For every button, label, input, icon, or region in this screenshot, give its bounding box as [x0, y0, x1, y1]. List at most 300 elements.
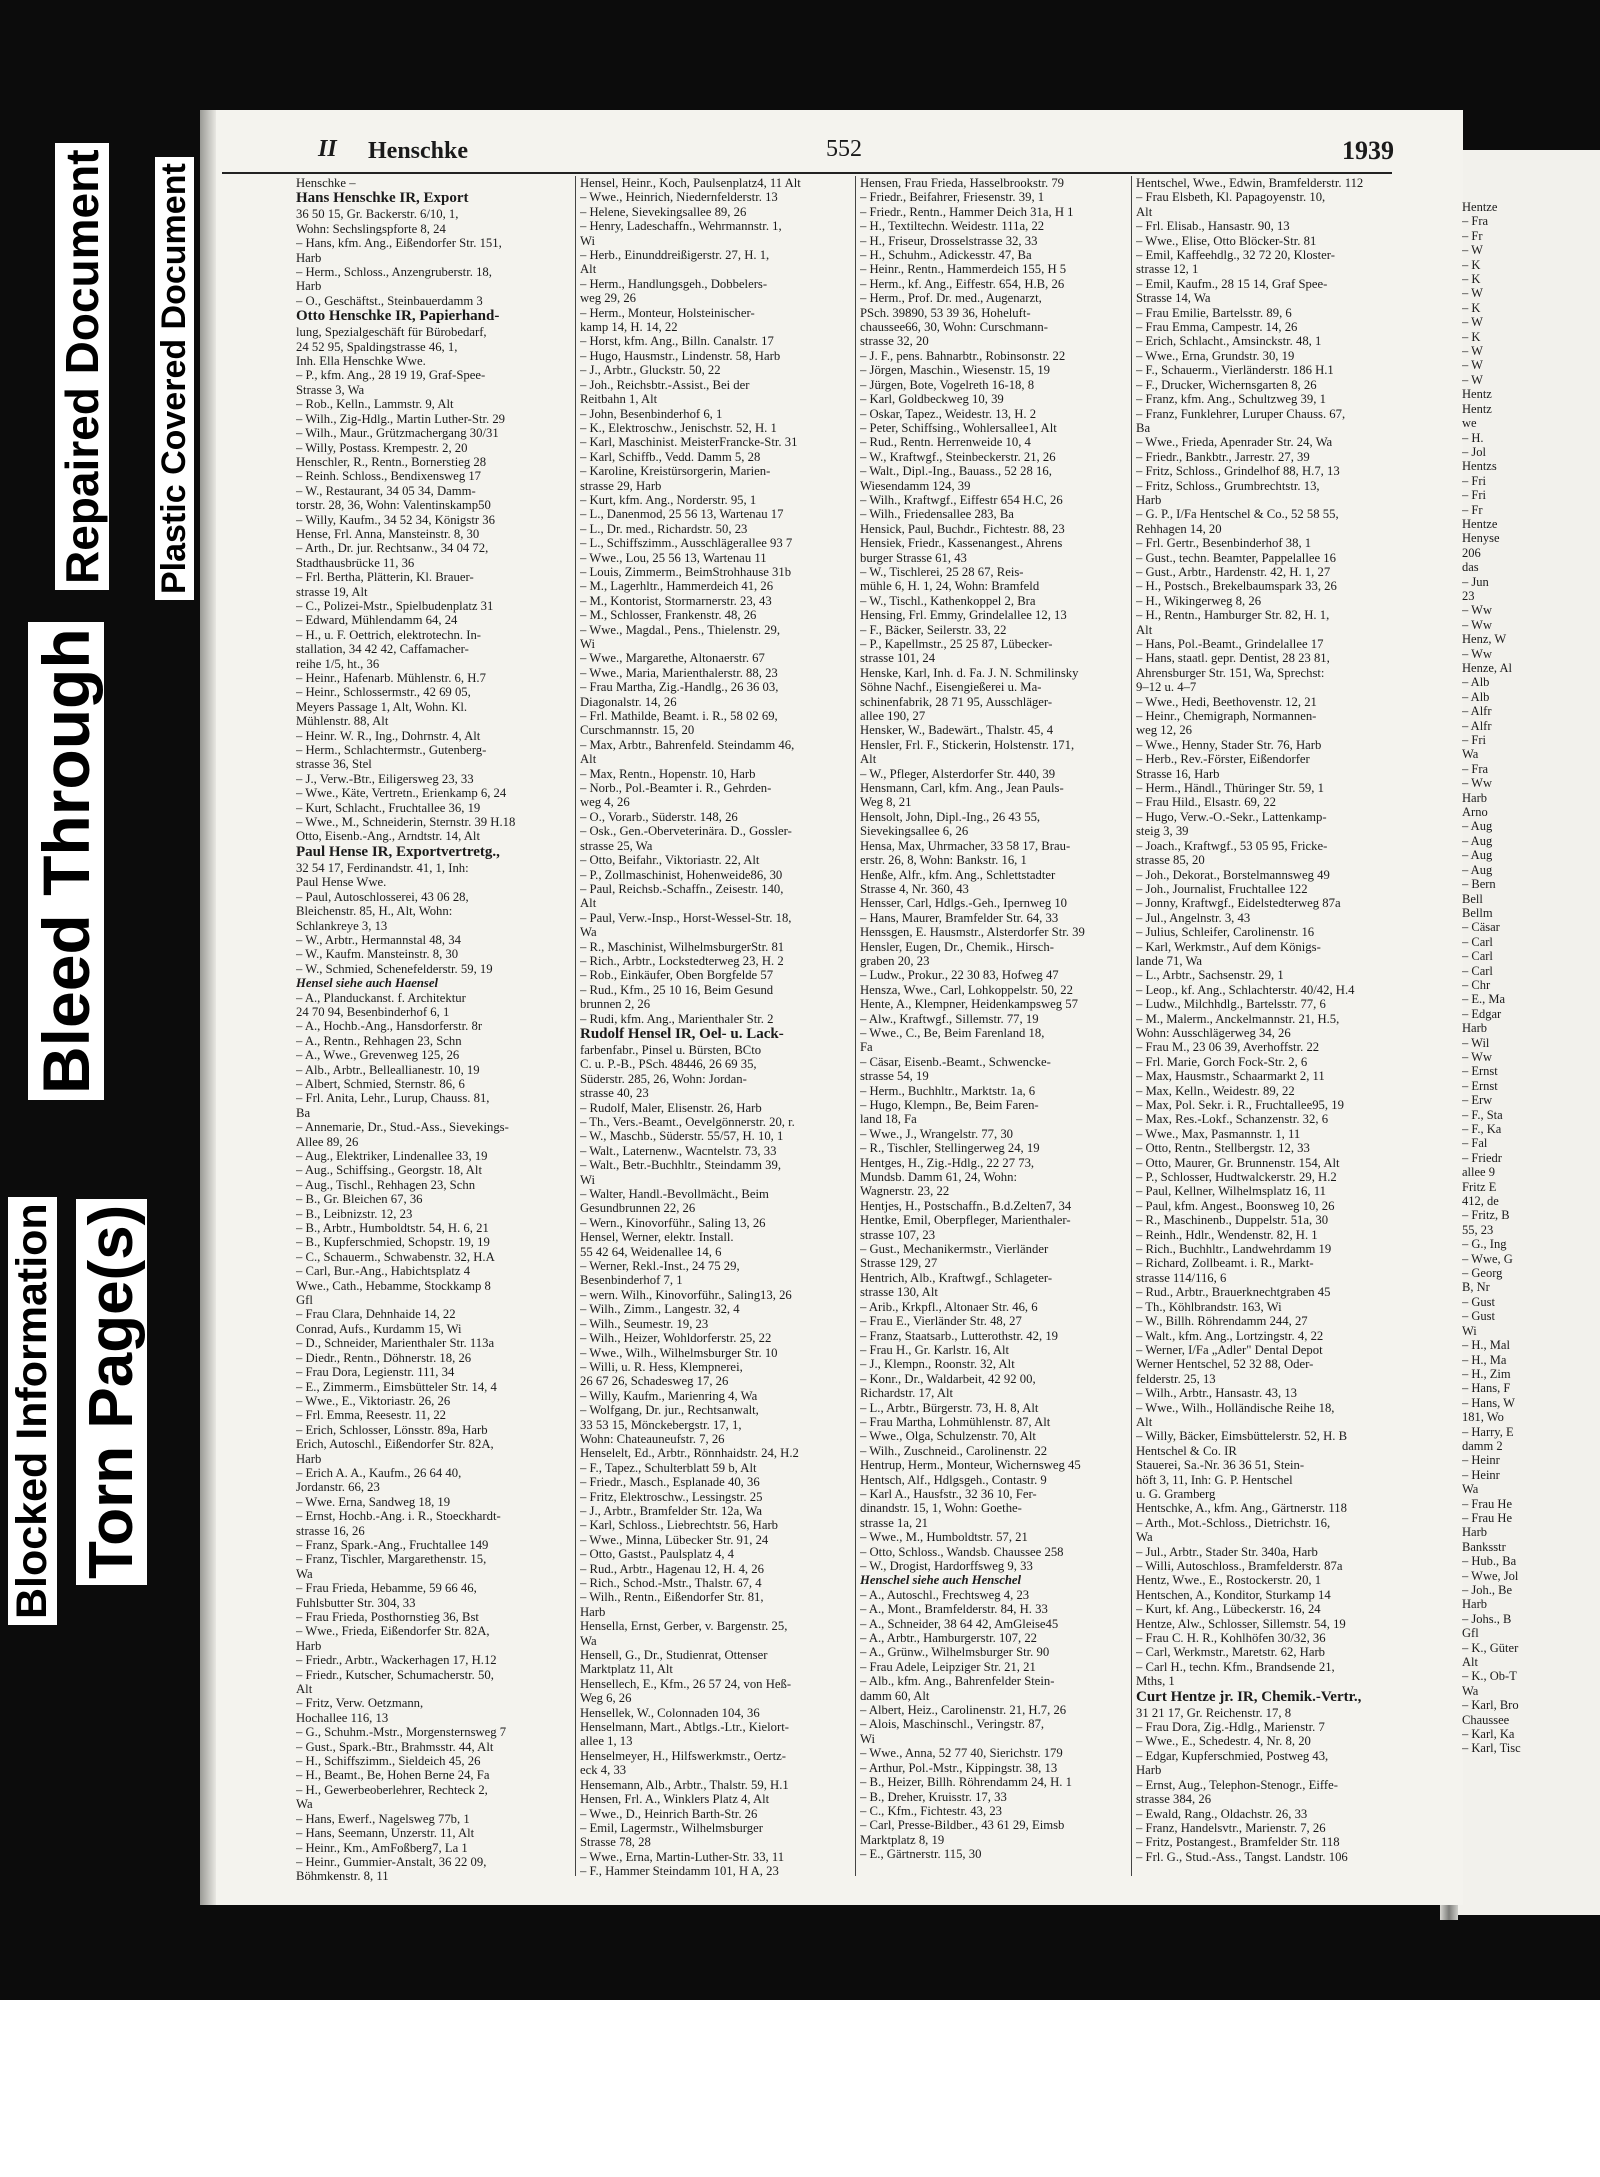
directory-entry-line: – Frl. G., Stud.-Ass., Tangst. Landstr. 106 [1136, 1849, 1348, 1864]
directory-entry-line: – Kurt, Schlacht., Fruchtallee 36, 19 [296, 800, 481, 815]
directory-entry-line: – Otto, Rentn., Stellbergstr. 12, 33 [1136, 1141, 1310, 1156]
directory-entry-line: – O., Geschäftst., Steinbauerdamm 3 [296, 293, 483, 308]
directory-entry-line: Henße, Alfr., kfm. Ang., Schlettstadter [860, 867, 1056, 882]
directory-entry-line: – Wwe., Heinrich, Niedernfelderstr. 13 [580, 190, 778, 205]
facing-page-fragment: we [1462, 416, 1477, 431]
directory-entry-line: Hensen, Frau Frieda, Hasselbrookstr. 79 [860, 176, 1065, 190]
directory-entry-line: – Wwe., Erna, Grundstr. 30, 19 [1136, 348, 1295, 363]
directory-entry-line: Mühlenstr. 88, Alt [296, 714, 389, 729]
directory-entry-line: Hentschel, Wwe., Edwin, Bramfelderstr. 112 [1136, 176, 1364, 190]
directory-entry-line: – W., Schmied, Schenefelderstr. 59, 19 [296, 961, 493, 976]
directory-entry-line: Alt [860, 752, 877, 767]
directory-entry-line: 24 70 94, Besenbinderhof 6, 1 [296, 1004, 450, 1019]
directory-entry-line: – Emil, Kaffeehdlg., 32 72 20, Kloster- [1136, 248, 1335, 263]
directory-entry-line: – Wwe., Anna, 52 77 40, Sierichstr. 179 [860, 1746, 1063, 1761]
directory-entry-line: Allee 89, 26 [296, 1134, 359, 1149]
directory-entry-line: land 18, Fa [860, 1112, 917, 1127]
facing-page-fragment: – Carl [1462, 934, 1493, 949]
directory-entry-line: – Osk., Gen.-Oberveterinära. D., Gossler- [580, 824, 792, 839]
directory-entry-line: – Max, Arbtr., Bahrenfeld. Steindamm 46, [580, 737, 795, 752]
directory-entry-line: Fuhlsbutter Str. 304, 33 [296, 1595, 416, 1610]
facing-page-fragment: – Ernst [1462, 1064, 1498, 1079]
directory-entry-line: – W., Maschb., Süderstr. 55/57, H. 10, 1 [580, 1129, 784, 1144]
facing-page-fragment: Hentzs [1462, 459, 1497, 474]
directory-entry-line: – Rich., Schod.-Mstr., Thalstr. 67, 4 [580, 1576, 762, 1590]
directory-entry-line: – Karl, Schiffb., Vedd. Damm 5, 28 [580, 449, 761, 464]
directory-entry-line: – Frau Frieda, Posthornstieg 36, Bst [296, 1610, 479, 1624]
directory-entry-line: – Alw., Kraftwgf., Sillemstr. 77, 19 [860, 1011, 1039, 1026]
directory-entry-line: – Karl, Maschinist. MeisterFrancke-Str. 31 [580, 435, 798, 450]
directory-entry-line: – C., Schauerm., Schwabenstr. 32, H.A [296, 1249, 495, 1264]
directory-entry-line: – Fritz, Verw. Oetzmann, [296, 1696, 424, 1711]
directory-entry-line: – Albert, Schmied, Sternstr. 86, 6 [296, 1076, 465, 1091]
directory-entry-line: Schlankreye 3, 13 [296, 918, 388, 933]
directory-entry-line: – Alois, Maschinschl., Veringstr. 87, [860, 1717, 1045, 1732]
directory-entry-line: – Friedr., Bankbtr., Jarrestr. 27, 39 [1136, 449, 1310, 464]
directory-entry-line: PSch. 39890, 53 39 36, Hoheluft- [860, 305, 1031, 320]
directory-entry-line: – R., Maschinist, WilhelmsburgerStr. 81 [580, 939, 785, 954]
directory-entry-line: Alt [1136, 204, 1153, 219]
facing-page-fragment: – Fritz, B [1462, 1208, 1510, 1223]
directory-entry-line: – Franz, Spark.-Ang., Fruchtallee 149 [296, 1537, 489, 1552]
facing-page-fragment: allee 9 [1462, 1165, 1495, 1180]
directory-entry-line: – Reinh. Schloss., Bendixensweg 17 [296, 469, 482, 484]
directory-entry-line: strasse 29, Harb [580, 478, 662, 493]
directory-entry-line: – Wern., Kinovorführ., Saling 13, 26 [580, 1215, 766, 1230]
directory-entry-line: – Hans, kfm. Ang., Eißendorfer Str. 151, [296, 236, 502, 251]
label-blocked-information: Blocked Information [8, 1197, 57, 1625]
directory-entry-line: – Hugo, Verw.-O.-Sekr., Lattenkamp- [1136, 809, 1327, 824]
directory-entry-line: Ba [1136, 420, 1151, 435]
directory-entry-line: Wwe., Cath., Hebamme, Stockkamp 8 [296, 1278, 491, 1293]
directory-entry-line: – Arib., Krkpfl., Altonaer Str. 46, 6 [860, 1299, 1038, 1314]
directory-entry-line: – Karl, Goldbeckweg 10, 39 [860, 392, 1004, 407]
directory-entry-line: – F., Tapez., Schulterblatt 59 b, Alt [580, 1460, 757, 1475]
facing-page-fragment: – Fal [1462, 1136, 1488, 1151]
directory-entry-line: – Heinr., Rentn., Hammerdeich 155, H 5 [860, 262, 1067, 277]
directory-entry-line: Gesundbrunnen 22, 26 [580, 1201, 696, 1216]
directory-entry-line: – Hugo, Hausmstr., Lindenstr. 58, Harb [580, 348, 781, 363]
directory-entry-line: – F., Drucker, Wichernsgarten 8, 26 [1136, 377, 1317, 392]
directory-entry-line: Strasse 4, Nr. 360, 43 [860, 881, 969, 896]
directory-entry-line: – Heinr., Schlossermstr., 42 69 05, [296, 685, 471, 700]
directory-entry-line: – Hugo, Klempn., Be, Beim Faren- [860, 1098, 1039, 1112]
directory-entry-line: – Friedr., Rentn., Hammer Deich 31a, H 1 [860, 204, 1074, 219]
facing-page-fragment: – Carl [1462, 963, 1493, 978]
directory-entry-line: – Herm., kf. Ang., Eiffestr. 654, H.B, 26 [860, 276, 1065, 291]
directory-entry-line: – Rud., Kfm., 25 10 16, Beim Gesund [580, 982, 774, 997]
directory-entry-line: – Otto, Schloss., Wandsb. Chaussee 258 [860, 1544, 1064, 1559]
directory-entry-line: – Werner, I/Fa „Adler" Dental Depot [1136, 1342, 1323, 1357]
directory-entry-line: – Gust., Mechanikermstr., Vierländer [860, 1242, 1049, 1257]
directory-entry-line: 33 53 15, Mönckebergstr. 17, 1, [580, 1417, 742, 1432]
column-divider [855, 176, 856, 1876]
directory-entry-line: – L., Dr. med., Richardstr. 50, 23 [580, 521, 748, 536]
directory-entry-line: stallation, 34 42 42, Caffamacher- [296, 642, 469, 657]
directory-entry-line: – Werner, Rekl.-Inst., 24 75 29, [580, 1259, 740, 1274]
directory-entry-line: weg 4, 26 [580, 795, 630, 810]
directory-entry-line: – Herm., Prof. Dr. med., Augenarzt, [860, 291, 1042, 306]
directory-entry-line: – Wwe., E., Schedestr. 4, Nr. 8, 20 [1136, 1734, 1311, 1749]
directory-entry-line: – Fritz, Postangest., Bramfelder Str. 118 [1136, 1835, 1340, 1850]
facing-page-fragment: – Karl, Bro [1462, 1698, 1519, 1713]
facing-page-fragment: – Hub., Ba [1462, 1554, 1517, 1569]
directory-entry-line: – Arth., Mot.-Schloss., Dietrichstr. 16, [1136, 1515, 1331, 1530]
directory-entry-line: Hochallee 116, 13 [296, 1710, 389, 1725]
directory-entry-line: – Frau Hild., Elsastr. 69, 22 [1136, 795, 1276, 810]
directory-entry-line: Wohn: Ausschlägerweg 34, 26 [1136, 1025, 1291, 1040]
directory-entry-line: Fa [860, 1040, 873, 1055]
directory-entry-line: – Emil, Lagermstr., Wilhelmsburger [580, 1820, 763, 1835]
directory-entry-line: – H., Gewerbeoberlehrer, Rechteck 2, [296, 1782, 488, 1797]
directory-entry-line: – Wilh., Arbtr., Hansastr. 43, 13 [1136, 1386, 1298, 1401]
directory-entry-line: – W., Arbtr., Hermannstal 48, 34 [296, 932, 461, 947]
facing-page-fragment: Arno [1462, 805, 1488, 820]
directory-entry-line: – Frau Dora, Legienstr. 111, 34 [296, 1365, 455, 1380]
directory-entry-line: Hensellek, W., Colonnaden 104, 36 [580, 1705, 760, 1720]
directory-entry-line: Weg 6, 26 [580, 1691, 632, 1706]
directory-entry-line: – Frau Clara, Dehnhaide 14, 22 [296, 1307, 456, 1322]
facing-page-fragment: – Karl, Tisc [1462, 1741, 1521, 1756]
directory-entry-line: graben 20, 23 [860, 953, 930, 968]
directory-entry-line: – Alb., kfm. Ang., Bahrenfelder Stein- [860, 1674, 1055, 1689]
directory-entry-line: strasse 32, 20 [860, 334, 929, 349]
directory-column-3 [860, 176, 1132, 1886]
directory-entry-line: Hensler, Eugen, Dr., Chemik., Hirsch- [860, 939, 1054, 954]
directory-entry-line: – Diedr., Rentn., Döhnerstr. 18, 26 [296, 1350, 472, 1365]
directory-entry-line: strasse 101, 24 [860, 651, 936, 666]
facing-page-fragment: 206 [1462, 545, 1481, 560]
directory-entry-line: – Ernst, Aug., Telephon-Stenogr., Eiffe- [1136, 1777, 1338, 1792]
directory-entry-line: Hentrich, Alb., Kraftwgf., Schlageter- [860, 1270, 1053, 1285]
facing-page-fragment: – Aug [1462, 862, 1493, 877]
directory-entry-line: Hentschke, A., kfm. Ang., Gärtnerstr. 118 [1136, 1501, 1347, 1516]
facing-page-fragment: Wa [1462, 1482, 1479, 1497]
directory-entry-line: – Frau Emilie, Bartelsstr. 89, 6 [1136, 305, 1292, 320]
directory-entry-line: Hensing, Frl. Emmy, Grindelallee 12, 13 [860, 608, 1067, 623]
directory-entry-line: Harb [296, 1638, 322, 1653]
facing-page-fragment: – Friedr [1462, 1150, 1502, 1165]
directory-entry-line: Jordanstr. 66, 23 [296, 1480, 380, 1495]
directory-entry-line: Wagnerstr. 23, 22 [860, 1184, 950, 1199]
directory-entry-line: brunnen 2, 26 [580, 997, 651, 1012]
directory-entry-line: – Julius, Schleifer, Carolinenstr. 16 [1136, 925, 1315, 940]
facing-page-fragment: Banksstr [1462, 1539, 1506, 1554]
directory-entry-line: Wi [580, 637, 595, 651]
facing-page-fragment: Bell [1462, 891, 1483, 906]
directory-entry-line: – Wilh., Zig-Hdlg., Martin Luther-Str. 29 [296, 411, 506, 426]
directory-entry-line: – Hans, Ewerf., Nagelsweg 77b, 1 [296, 1811, 470, 1826]
facing-page-fragment: – Edgar [1462, 1006, 1502, 1021]
directory-entry-line: 26 67 26, Schadesweg 17, 26 [580, 1374, 729, 1389]
directory-entry-line: lande 71, Wa [1136, 953, 1203, 968]
bottom-margin [0, 2000, 1600, 2177]
facing-page-fragment: – Bern [1462, 877, 1496, 892]
facing-page-fragment: Henyse [1462, 531, 1500, 546]
directory-entry-line: – Wilh., Rentn., Eißendorfer Str. 81, [580, 1590, 764, 1605]
directory-entry-line: – Frau Martha, Zig.-Handlg., 26 36 03, [580, 680, 779, 695]
directory-entry-line: – Max, Hausmstr., Schaarmarkt 2, 11 [1136, 1069, 1325, 1084]
facing-page-fragment: – Harry, E [1462, 1424, 1514, 1439]
directory-entry-line: allee 190, 27 [860, 709, 926, 724]
facing-page-fragment: Henze, Al [1462, 661, 1512, 675]
directory-entry-line: – W., Tischlerei, 25 28 67, Reis- [860, 564, 1024, 579]
directory-entry-line: – A., Mont., Bramfelderstr. 84, H. 33 [860, 1602, 1048, 1617]
directory-entry-line: – Herm., Handlungsgeh., Dobbelers- [580, 276, 768, 291]
directory-entry-line: Böhmkenstr. 8, 11 [296, 1869, 389, 1884]
directory-entry-line: – Frau Frieda, Hebamme, 59 66 46, [296, 1581, 477, 1596]
directory-entry-line: – Frau Martha, Lohmühlenstr. 87, Alt [860, 1414, 1051, 1429]
facing-page-fragment: Hentze [1462, 200, 1498, 214]
facing-page-fragment: – Aug [1462, 819, 1493, 834]
directory-entry-line: Hensella, Ernst, Gerber, v. Bargenstr. 25, [580, 1619, 788, 1634]
directory-entry-line: – Aug., Schiffsing., Georgstr. 18, Alt [296, 1163, 482, 1178]
directory-entry-line: Paul Hense IR, Exportvertretg., [296, 843, 500, 860]
directory-entry-line: – Wwe., Henny, Stader Str. 76, Harb [1136, 737, 1322, 752]
directory-entry-line: weg 29, 26 [580, 291, 637, 306]
directory-entry-line: – Rud., Rentn. Herrenweide 10, 4 [860, 435, 1031, 450]
facing-page-fragment: – Johs., B [1462, 1611, 1512, 1626]
directory-entry-line: – Friedr., Beifahrer, Friesenstr. 39, 1 [860, 190, 1045, 205]
directory-entry-line: – H., Textiltechn. Weidestr. 111a, 22 [860, 219, 1045, 234]
directory-entry-line: Hensel siehe auch Haensel [296, 976, 439, 991]
directory-entry-line: Rehhagen 14, 20 [1136, 521, 1222, 536]
directory-entry-line: – Frau H., Gr. Karlstr. 16, Alt [860, 1342, 1010, 1357]
directory-entry-line: – L., Schiffszimm., Ausschlägerallee 93 7 [580, 536, 793, 551]
directory-entry-line: – Annemarie, Dr., Stud.-Ass., Sievekings- [296, 1120, 509, 1135]
directory-entry-line: – Norb., Pol.-Beamter i. R., Gehrden- [580, 781, 772, 796]
directory-entry-line: – Wwe., Maria, Marienthalerstr. 88, 23 [580, 665, 778, 680]
directory-entry-line: – Willy, Kaufm., Marienring 4, Wa [580, 1388, 758, 1403]
directory-entry-line: – D., Schneider, Marienthaler Str. 113a [296, 1336, 495, 1351]
directory-entry-line: – O., Vorarb., Süderstr. 148, 26 [580, 809, 738, 824]
directory-entry-line: Besenbinderhof 7, 1 [580, 1273, 683, 1288]
facing-page-fragment: – H. [1462, 430, 1484, 445]
directory-entry-line: Marktplatz 8, 19 [860, 1832, 945, 1847]
directory-entry-line: – Herm., Händl., Thüringer Str. 59, 1 [1136, 781, 1324, 796]
directory-entry-line: Wa [580, 1633, 597, 1648]
directory-entry-line: – Fritz, Elektroschw., Lessingstr. 25 [580, 1489, 763, 1504]
directory-entry-line: – Emil, Kaufm., 28 15 14, Graf Spee- [1136, 276, 1328, 291]
directory-entry-line: allee 1, 13 [580, 1734, 633, 1749]
directory-entry-line: – A., Planduckanst. f. Architektur [296, 990, 466, 1005]
directory-entry-line: Sievekingsallee 6, 26 [860, 824, 969, 839]
directory-entry-line: – Friedr., Masch., Esplanade 40, 36 [580, 1475, 760, 1490]
directory-entry-line: chaussee66, 30, Wohn: Curschmann- [860, 320, 1048, 335]
directory-entry-line: – Wwe., D., Heinrich Barth-Str. 26 [580, 1806, 758, 1821]
directory-entry-line: – Rich., Arbtr., Lockstedterweg 23, H. 2 [580, 953, 784, 968]
directory-entry-line: – Th., Vers.-Beamt., Oevelgönnerstr. 20, r. [580, 1115, 795, 1129]
directory-entry-line: – Wwe. Erna, Sandweg 18, 19 [296, 1494, 451, 1509]
facing-page-fragment: Alt [1462, 1655, 1478, 1670]
facing-page-fragment: – Gust [1462, 1294, 1495, 1309]
directory-entry-line: – H., Schuhm., Adickesstr. 47, Ba [860, 248, 1032, 263]
directory-entry-line: Alt [296, 1682, 313, 1697]
directory-entry-line: – Otto, Beifahr., Viktoriastr. 22, Alt [580, 853, 760, 868]
directory-entry-line: Wiesendamm 124, 39 [860, 478, 971, 493]
facing-page-fragment: – H., Ma [1462, 1352, 1507, 1367]
facing-page-fragment: B, Nr [1462, 1280, 1490, 1295]
facing-page-fragment: 412, de [1462, 1194, 1499, 1209]
directory-entry-line: – Wilh., Zimm., Langestr. 32, 4 [580, 1302, 740, 1317]
directory-entry-line: – J., Klempn., Roonstr. 32, Alt [860, 1357, 1015, 1372]
directory-entry-line: – P., Kapellmstr., 25 25 87, Lübecker- [860, 637, 1053, 651]
directory-entry-line: Wi [860, 1731, 875, 1746]
facing-page-fragment: Harb [1462, 1525, 1487, 1540]
directory-entry-line: torstr. 28, 36, Wohn: Valentinskamp50 [296, 498, 491, 513]
directory-entry-line: – Rud., Arbtr., Brauerknechtgraben 45 [1136, 1285, 1331, 1300]
directory-entry-line: – Wilh., Seumestr. 19, 23 [580, 1316, 709, 1331]
directory-entry-line: – W., Kraftwgf., Steinbeckerstr. 21, 26 [860, 449, 1056, 464]
directory-entry-line: – Wwe., M., Schneiderin, Sternstr. 39 H.18 [296, 815, 516, 830]
directory-entry-line: – A., Arbtr., Hamburgerstr. 107, 22 [860, 1631, 1038, 1646]
directory-entry-line: – P., kfm. Ang., 28 19 19, Graf-Spee- [296, 368, 486, 383]
facing-page-fragment: – Fra [1462, 214, 1489, 229]
directory-entry-line: – B., Gr. Bleichen 67, 36 [296, 1192, 423, 1207]
directory-entry-line: Hentschen, A., Konditor, Sturkamp 14 [1136, 1587, 1331, 1602]
directory-entry-line: Hensell, G., Dr., Studienrat, Ottenser [580, 1648, 768, 1663]
directory-entry-line: Alt [580, 896, 597, 911]
directory-entry-line: – Heinr., Chemigraph, Normannen- [1136, 709, 1317, 724]
directory-entry-line: Hentrup, Herm., Monteur, Wichernsweg 45 [860, 1458, 1081, 1473]
directory-entry-line: farbenfabr., Pinsel u. Bürsten, BCto [580, 1042, 762, 1057]
directory-entry-line: – Wolfgang, Dr. jur., Rechtsanwalt, [580, 1403, 759, 1418]
directory-entry-line: Hentschel & Co. IR [1136, 1443, 1237, 1458]
directory-entry-line: Wohn: Chateauneufstr. 7, 26 [580, 1431, 725, 1446]
directory-entry-line: 9–12 u. 4–7 [1136, 680, 1197, 695]
directory-entry-line: Alt [1136, 622, 1153, 637]
facing-page-fragment: – Hans, F [1462, 1381, 1511, 1396]
directory-entry-line: – wern. Wilh., Kinovorführ., Saling13, 26 [580, 1287, 792, 1302]
label-torn-pages: Torn Page(s) [76, 1199, 147, 1585]
header-year: 1939 [1342, 136, 1394, 165]
directory-entry-line: – C., Polizei-Mstr., Spielbudenplatz 31 [296, 598, 494, 613]
directory-entry-line: – Albert, Heiz., Carolinenstr. 21, H.7, 26 [860, 1703, 1067, 1718]
facing-page-fragment: – Wwe, Jol [1462, 1568, 1519, 1583]
directory-entry-line: Hensemann, Alb., Arbtr., Thalstr. 59, H.1 [580, 1777, 789, 1792]
section-number: II [318, 136, 337, 162]
directory-entry-line: Henschler, R., Rentn., Bornerstieg 28 [296, 454, 487, 469]
directory-entry-line: – Wwe., Käte, Vertretn., Erienkamp 6, 24 [296, 786, 507, 801]
directory-entry-line: Marktplatz 11, Alt [580, 1662, 673, 1677]
directory-entry-line: – Heinr., Km., AmFoßberg7, La 1 [296, 1840, 468, 1855]
facing-page-fragment: – Fri [1462, 488, 1486, 503]
facing-page-fragment: – Ww [1462, 776, 1492, 791]
directory-entry-line: – Heinr., Gummier-Anstalt, 36 22 09, [296, 1854, 487, 1869]
label-repaired-document: Repaired Document [55, 143, 109, 590]
directory-entry-line: – Carl, Bur.-Ang., Habichtsplatz 4 [296, 1264, 471, 1279]
directory-entry-line: – Oskar, Tapez., Weidestr. 13, H. 2 [860, 406, 1037, 421]
directory-entry-line: – J., Arbtr., Bramfelder Str. 12a, Wa [580, 1503, 762, 1518]
directory-entry-line: – Arthur, Pol.-Mstr., Kippingstr. 38, 13 [860, 1760, 1058, 1775]
facing-page-fragment: – K [1462, 329, 1481, 344]
facing-page-fragment: – Ernst [1462, 1078, 1498, 1093]
directory-entry-line: – Max, Rentn., Hopenstr. 10, Harb [580, 766, 756, 781]
directory-entry-line: – Frl. Gertr., Besenbinderhof 38, 1 [1136, 536, 1312, 551]
directory-entry-line: – Fritz, Schloss., Grindelhof 88, H.7, 13 [1136, 464, 1340, 479]
directory-entry-line: schinenfabrik, 28 71 95, Ausschläger- [860, 694, 1053, 709]
facing-page-fragment: – Frau He [1462, 1496, 1512, 1511]
facing-page-fragment: – F., Sta [1462, 1107, 1503, 1122]
directory-entry-line: – Frau Adele, Leipziger Str. 21, 21 [860, 1659, 1036, 1674]
directory-entry-line: – Frau E., Vierländer Str. 48, 27 [860, 1314, 1022, 1329]
directory-entry-line: – Joach., Kraftwgf., 53 05 95, Fricke- [1136, 838, 1328, 853]
directory-entry-line: – B., Heizer, Billh. Röhrendamm 24, H. 1 [860, 1775, 1072, 1790]
directory-entry-line: Alt [580, 752, 597, 767]
directory-entry-line: Henselelt, Ed., Arbtr., Rönnhaidstr. 24, H.2 [580, 1446, 799, 1461]
directory-entry-line: – A., Autoschl., Frechtsweg 4, 23 [860, 1587, 1030, 1602]
facing-page-fragment: – Alfr [1462, 718, 1492, 733]
directory-entry-line: – L., Arbtr., Bürgerstr. 73, H. 8, Alt [860, 1400, 1039, 1415]
directory-entry-line: strasse 40, 23 [580, 1086, 649, 1101]
directory-entry-line: – Wilh., Maur., Grützmachergang 30/31 [296, 426, 499, 441]
directory-entry-line: – W., Restaurant, 34 05 34, Damm- [296, 483, 476, 498]
directory-entry-line: – Edward, Mühlendamm 64, 24 [296, 613, 458, 628]
directory-entry-line: Strasse 78, 28 [580, 1835, 651, 1850]
directory-entry-line: – Henry, Ladeschaffn., Wehrmannstr. 1, [580, 219, 782, 234]
directory-entry-line: – Cäsar, Eisenb.-Beamt., Schwencke- [860, 1054, 1051, 1069]
column-divider [1131, 176, 1132, 1876]
directory-entry-line: Hense, Frl. Anna, Mansteinstr. 8, 30 [296, 526, 480, 541]
directory-entry-line: strasse 36, Stel [296, 757, 372, 772]
directory-entry-line: Erich, Autoschl., Eißendorfer Str. 82A, [296, 1437, 494, 1452]
directory-entry-line: – Fritz, Schloss., Grumbrechtstr. 13, [1136, 478, 1320, 493]
directory-entry-line: Henssgen, E. Hausmstr., Alsterdorfer Str. 39 [860, 925, 1085, 940]
directory-entry-line: – Horst, kfm. Ang., Billn. Canalstr. 17 [580, 334, 774, 349]
facing-page-fragment: – W [1462, 372, 1483, 387]
directory-entry-line: 32 54 17, Ferdinandstr. 41, 1, Inh: [296, 860, 469, 875]
directory-entry-line: – Frl. Marie, Gorch Fock-Str. 2, 6 [1136, 1054, 1308, 1069]
directory-entry-line: Curt Hentze jr. IR, Chemik.-Vertr., [1136, 1688, 1362, 1705]
directory-entry-line: – Wwe., Lou, 25 56 13, Wartenau 11 [580, 550, 767, 565]
directory-entry-line: – A., Hochb.-Ang., Hansdorferstr. 8r [296, 1019, 483, 1034]
directory-entry-line: – W., Pfleger, Alsterdorfer Str. 440, 39 [860, 766, 1056, 781]
directory-entry-line: – Joh., Journalist, Fruchtallee 122 [1136, 881, 1308, 896]
directory-entry-line: – Wwe., Hedi, Beethovenstr. 12, 21 [1136, 694, 1317, 709]
directory-entry-line: Alt [580, 262, 597, 277]
directory-entry-line: – E., Zimmerm., Eimsbütteler Str. 14, 4 [296, 1379, 497, 1394]
directory-entry-line: Diagonalstr. 14, 26 [580, 694, 677, 709]
directory-entry-line: – Hans, Pol.-Beamt., Grindelallee 17 [1136, 637, 1324, 651]
directory-entry-line: höft 3, 11, Inh: G. P. Hentschel [1136, 1472, 1293, 1487]
label-plastic-covered: Plastic Covered Document [155, 157, 194, 600]
directory-entry-line: Henschel siehe auch Henschel [860, 1573, 1022, 1588]
directory-entry-line: – R., Tischler, Stellingerweg 24, 19 [860, 1141, 1040, 1156]
label-bleed-through: Bleed Through [28, 622, 104, 1100]
directory-entry-line: Wa [296, 1797, 313, 1812]
facing-page-fragment: – Gust [1462, 1309, 1495, 1324]
directory-entry-line: Hentges, H., Zig.-Hdlg., 22 27 73, [860, 1155, 1035, 1170]
directory-entry-line: Hensen, Frl. A., Winklers Platz 4, Alt [580, 1792, 770, 1807]
directory-entry-line: – Heinr., Hafenarb. Mühlenstr. 6, H.7 [296, 671, 486, 685]
directory-entry-line: – Jul., Arbtr., Stader Str. 340a, Harb [1136, 1544, 1318, 1559]
directory-entry-line: – M., Lagerhltr., Hammerdeich 41, 26 [580, 579, 774, 594]
facing-page-fragment: Hentze [1462, 516, 1498, 531]
directory-entry-line: – W., Drogist, Hardorffsweg 9, 33 [860, 1559, 1033, 1573]
facing-page-fragment: Gfl [1462, 1626, 1479, 1641]
directory-entry-line: 55 42 64, Weidenallee 14, 6 [580, 1244, 722, 1259]
facing-page-fragment: Fritz E [1462, 1179, 1497, 1194]
directory-entry-line: 24 52 95, Spaldingstrasse 46, 1, [296, 339, 458, 354]
directory-entry-line: Curschmannstr. 15, 20 [580, 723, 695, 738]
directory-entry-line: – Wilh., Zuschneid., Carolinenstr. 22 [860, 1443, 1048, 1458]
directory-entry-line: Meyers Passage 1, Alt, Wohn. Kl. [296, 699, 468, 714]
directory-column-4 [1136, 176, 1416, 1886]
directory-entry-line: – J., Arbtr., Gluckstr. 50, 22 [580, 363, 721, 378]
facing-page-fragment: Wa [1462, 747, 1479, 762]
directory-entry-line: C. u. P.-B., PSch. 48446, 26 69 35, [580, 1057, 757, 1072]
directory-entry-line: – P., Schlosser, Hudtwalckerstr. 29, H.2 [1136, 1170, 1337, 1185]
